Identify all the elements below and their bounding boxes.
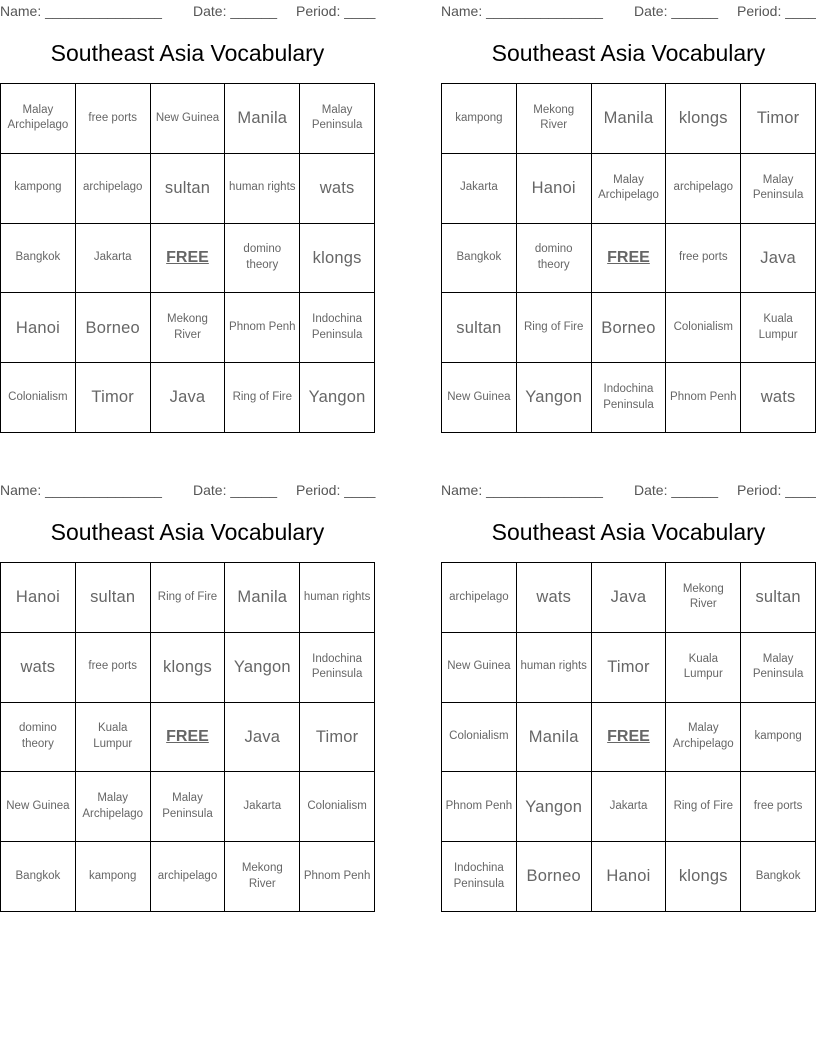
bingo-cell: Colonialism [442,703,517,773]
bingo-cell: Borneo [76,293,151,363]
bingo-cell: human rights [300,563,375,633]
period-field-label: Period: ____ [737,3,816,19]
bingo-cell: Ring of Fire [151,563,226,633]
card-title: Southeast Asia Vocabulary [50,519,325,545]
bingo-cell: free ports [76,633,151,703]
bingo-cell: Indochina Peninsula [592,363,667,433]
bingo-cell: klongs [666,842,741,912]
bingo-cell: Kuala Lumpur [76,703,151,773]
bingo-cell: Bangkok [1,224,76,294]
name-field-label: Name: _______________ [441,3,603,19]
bingo-cell: Malay Archipelago [1,84,76,154]
bingo-cell: sultan [151,154,226,224]
period-field-label: Period: ____ [296,482,376,498]
bingo-cell: archipelago [76,154,151,224]
bingo-cell: Timor [300,703,375,773]
bingo-cell: Mekong River [517,84,592,154]
bingo-cell: kampong [76,842,151,912]
bingo-grid [441,562,816,912]
bingo-cell: kampong [1,154,76,224]
bingo-cell: Malay Archipelago [76,772,151,842]
bingo-cell: wats [517,563,592,633]
bingo-cell: Java [592,563,667,633]
free-space-cell: FREE [592,224,667,294]
bingo-cell: New Guinea [442,363,517,433]
bingo-cell: Timor [741,84,816,154]
date-field-label: Date: ______ [634,3,719,19]
bingo-cell: Timor [76,363,151,433]
bingo-cell: Colonialism [666,293,741,363]
bingo-cell: Malay Peninsula [151,772,226,842]
bingo-cell: Yangon [517,772,592,842]
bingo-cell: Java [225,703,300,773]
bingo-cell: Java [151,363,226,433]
bingo-cell: Malay Peninsula [741,633,816,703]
free-space-cell: FREE [151,703,226,773]
bingo-cell: Indochina Peninsula [300,293,375,363]
date-field-label: Date: ______ [193,3,278,19]
bingo-cell: Manila [225,563,300,633]
free-space-cell: FREE [151,224,226,294]
bingo-cell: kampong [442,84,517,154]
period-field-label: Period: ____ [737,482,816,498]
bingo-cell: free ports [666,224,741,294]
bingo-cell: archipelago [151,842,226,912]
bingo-cell: sultan [442,293,517,363]
bingo-cell: human rights [517,633,592,703]
bingo-cell: domino theory [517,224,592,294]
bingo-cell: Yangon [300,363,375,433]
bingo-cell: Malay Peninsula [300,84,375,154]
bingo-cell: Phnom Penh [666,363,741,433]
bingo-cell: Indochina Peninsula [442,842,517,912]
bingo-cell: Mekong River [666,563,741,633]
student-info-line [441,3,816,19]
bingo-cell: wats [300,154,375,224]
bingo-cell: sultan [741,563,816,633]
bingo-cell: Phnom Penh [442,772,517,842]
bingo-cell: klongs [666,84,741,154]
bingo-cell: sultan [76,563,151,633]
bingo-cell: Manila [225,84,300,154]
bingo-cell: wats [1,633,76,703]
bingo-cell: Phnom Penh [225,293,300,363]
bingo-cell: Kuala Lumpur [666,633,741,703]
bingo-cell: Malay Archipelago [592,154,667,224]
bingo-cell: Kuala Lumpur [741,293,816,363]
name-field-label: Name: _______________ [0,482,162,498]
bingo-cell: kampong [741,703,816,773]
bingo-cell: wats [741,363,816,433]
bingo-cell: Java [741,224,816,294]
bingo-cell: Hanoi [517,154,592,224]
bingo-cell: Hanoi [1,563,76,633]
free-space-cell: FREE [592,703,667,773]
bingo-cell: Bangkok [741,842,816,912]
name-field-label: Name: _______________ [441,482,603,498]
bingo-cell: New Guinea [442,633,517,703]
student-info-line [0,3,375,19]
bingo-cell: Yangon [225,633,300,703]
bingo-cell: Borneo [517,842,592,912]
period-field-label: Period: ____ [296,3,376,19]
name-field-label: Name: _______________ [0,3,162,19]
bingo-cell: Malay Archipelago [666,703,741,773]
card-title: Southeast Asia Vocabulary [50,40,325,66]
bingo-cell: Mekong River [225,842,300,912]
bingo-cell: Ring of Fire [666,772,741,842]
bingo-cell: Timor [592,633,667,703]
bingo-grid [0,562,375,912]
bingo-cell: klongs [151,633,226,703]
bingo-cell: Phnom Penh [300,842,375,912]
bingo-cell: archipelago [666,154,741,224]
bingo-cell: klongs [300,224,375,294]
date-field-label: Date: ______ [193,482,278,498]
bingo-cell: domino theory [225,224,300,294]
bingo-cell: archipelago [442,563,517,633]
bingo-cell: New Guinea [151,84,226,154]
bingo-cell: Jakarta [592,772,667,842]
card-title: Southeast Asia Vocabulary [491,519,766,545]
bingo-cell: free ports [741,772,816,842]
bingo-cell: Jakarta [225,772,300,842]
card-title: Southeast Asia Vocabulary [491,40,766,66]
student-info-line [0,482,375,498]
bingo-cell: Bangkok [442,224,517,294]
bingo-cell: Borneo [592,293,667,363]
bingo-cell: Jakarta [442,154,517,224]
bingo-cell: domino theory [1,703,76,773]
bingo-cell: Manila [517,703,592,773]
bingo-cell: Hanoi [1,293,76,363]
bingo-cell: Colonialism [300,772,375,842]
bingo-cell: Hanoi [592,842,667,912]
bingo-cell: Ring of Fire [225,363,300,433]
bingo-grid [441,83,816,433]
bingo-grid [0,83,375,433]
student-info-line [441,482,816,498]
bingo-cell: Yangon [517,363,592,433]
bingo-cell: Indochina Peninsula [300,633,375,703]
bingo-cell: Colonialism [1,363,76,433]
bingo-cell: human rights [225,154,300,224]
bingo-cell: Ring of Fire [517,293,592,363]
bingo-cell: free ports [76,84,151,154]
bingo-cell: Malay Peninsula [741,154,816,224]
bingo-cell: New Guinea [1,772,76,842]
bingo-cell: Jakarta [76,224,151,294]
bingo-cell: Manila [592,84,667,154]
bingo-cell: Mekong River [151,293,226,363]
date-field-label: Date: ______ [634,482,719,498]
bingo-cell: Bangkok [1,842,76,912]
